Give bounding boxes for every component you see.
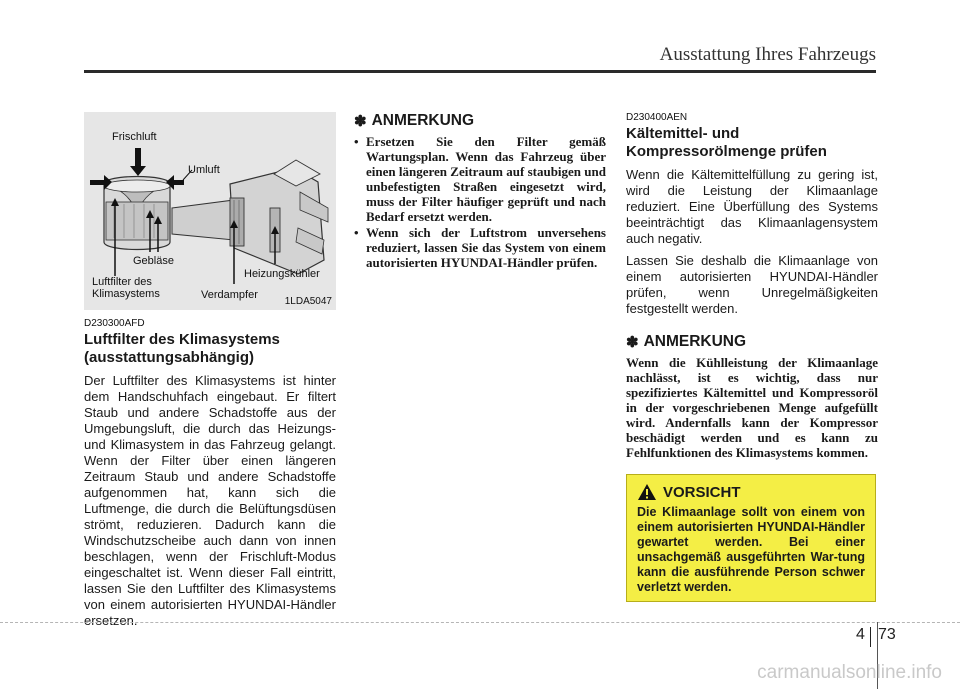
section-heading: Luftfilter des Klimasystems (ausstattungsabhängig): [84, 331, 280, 366]
column-right: [626, 112, 878, 460]
figure-code: 1LDA5047: [284, 296, 332, 307]
section-paragraph: Lassen Sie deshalb die Klimaanlage von einem autorisierten HYUNDAI-Händler prüfen, wenn Unregelmäßigkeiten festgestellt werden.: [626, 253, 878, 316]
page-number-divider: [870, 627, 871, 647]
label-heizungskuehler: Heizungskühler: [244, 268, 320, 280]
section-code: D230300AFD: [84, 318, 145, 329]
label-umluft: Umluft: [188, 164, 220, 176]
chapter-number: 4: [856, 626, 865, 643]
label-luftfilter: [92, 276, 160, 300]
footer-rule: [0, 622, 960, 623]
column-middle: [354, 112, 606, 271]
section-heading: Kältemittel- und Kompressorölmenge prüfen: [626, 125, 827, 160]
caution-text: Die Klimaanlage sollt von einem von einem autorisierten HYUNDAI-Händler gewartet werden. Bei einer unsachgemäß ausgeführten War-tung kann die ausführende Person schwer verletzt werden.: [637, 505, 865, 594]
note-list-item: • Ersetzen Sie den Filter gemäß Wartungsplan. Wenn das Fahrzeug über einen längeren Zeitraum auf staubigen und unbefestigten Straßen eingesetzt wird, muss der Filter häufiger geprüft und nach Bedarf ersetzt werden.: [354, 134, 606, 224]
label-verdampfer: Verdampfer: [201, 289, 258, 301]
section-paragraph: Wenn die Kältemittelfüllung zu gering ist, wird die Leistung der Klimaanlage reduziert. Eine Überfüllung des Systems beeinträchtigt das Klimaanlagensystem auch negativ.: [626, 167, 878, 246]
star-icon: ✽: [354, 113, 367, 130]
note-list: [354, 134, 606, 270]
caution-title: VORSICHT: [663, 483, 741, 501]
section-code: D230400AEN: [626, 112, 688, 123]
note-heading: [626, 333, 878, 351]
air-filter-diagram: [84, 112, 336, 310]
page-number: 73: [878, 626, 896, 643]
caution-box: [626, 474, 876, 602]
label-frischluft: Frischluft: [112, 131, 157, 143]
note-heading: [354, 112, 606, 130]
column-left: [84, 112, 336, 635]
watermark: carmanualsonline.info: [757, 662, 942, 683]
note-heading-text: ANMERKUNG: [643, 333, 747, 350]
running-header: Ausstattung Ihres Fahrzeugs: [659, 44, 876, 65]
caution-heading: [637, 483, 865, 501]
note-list-item: • Wenn sich der Luftstrom unversehens reduziert, lassen Sie das System von einem autorisierten HYUNDAI-Händler prüfen.: [354, 225, 606, 270]
star-icon: ✽: [626, 334, 639, 351]
label-luftfilter-line1: Luftfilter des: [92, 276, 152, 288]
warning-triangle-icon: [637, 483, 657, 501]
label-luftfilter-line2: Klimasystems: [92, 288, 160, 300]
section-body: Der Luftfilter des Klimasystems ist hinter dem Handschuhfach eingebaut. Er filtert Staub und andere Schadstoffe aus der Umgebungsluft, die durch das Heizungs- und Klimasystem in das Fahrzeug gelangt. Wenn der Filter über einen längeren Zeitraum Staub und andere Schadstoffe aufgenommen hat, kann sich die Luftmenge, die durch die Belüftungsdüsen strömt, reduzieren. Dadurch kann die Windschutzscheibe auch dann von innen beschlagen, wenn der Frischluft-Modus eingeschaltet ist. Wenn dieser Fall eintritt, lassen Sie den Luftfilter des Klimasystems von einem autorisierten HYUNDAI-Händler ersetzen.: [84, 373, 336, 628]
header-rule: [84, 70, 876, 73]
label-geblaese: Gebläse: [133, 255, 174, 267]
note-heading-text: ANMERKUNG: [371, 112, 475, 129]
note-text: Wenn die Kühlleistung der Klimaanlage nachlässt, ist es wichtig, dass nur spezifiziertes Kältemittel und Kompressoröl in der vorgeschriebenen Menge aufgefüllt wird. Andernfalls kann der Kompressor beschädigt werden und es kann zu Fehlfunktionen des Klimasystems kommen.: [626, 355, 878, 460]
